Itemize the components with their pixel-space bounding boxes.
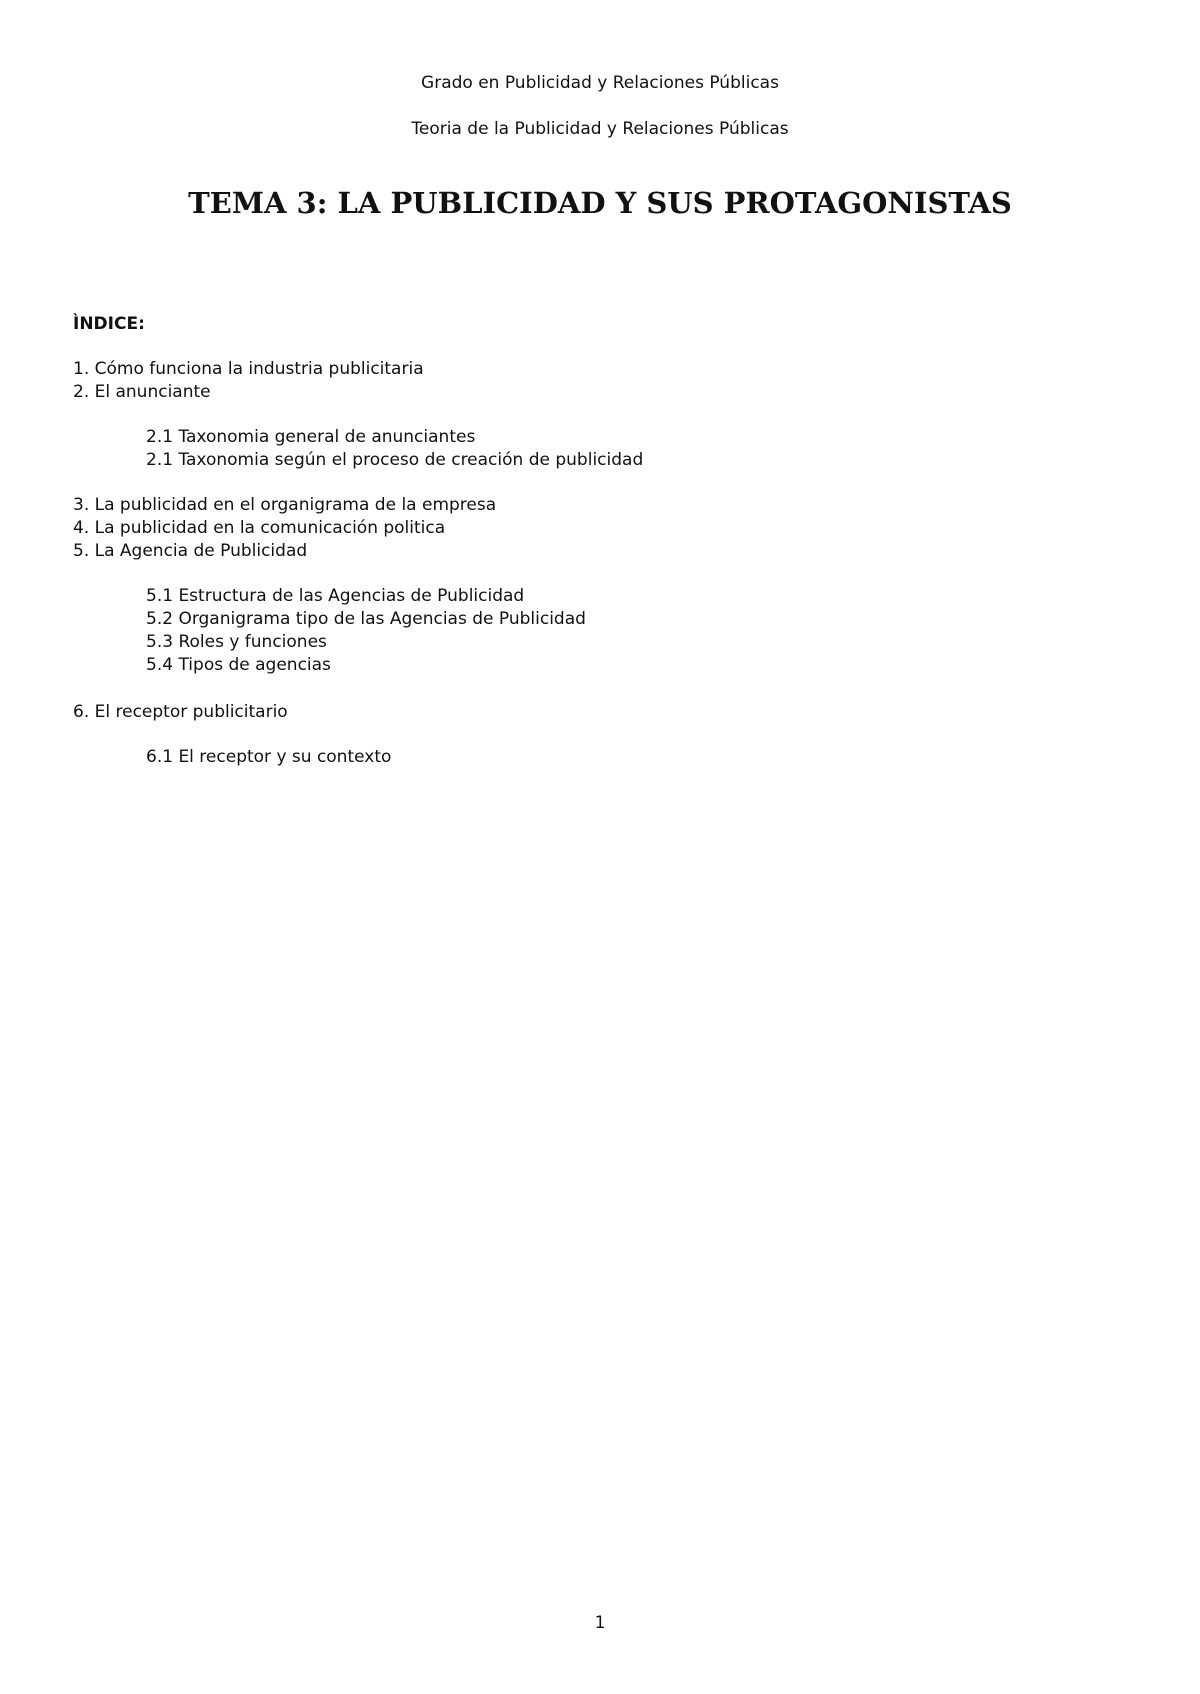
toc-subitem: 5.4 Tipos de agencias bbox=[146, 655, 331, 675]
course-header: Teoria de la Publicidad y Relaciones Públicas bbox=[411, 119, 789, 139]
page-number: 1 bbox=[594, 1613, 606, 1633]
toc-subitem: 6.1 El receptor y su contexto bbox=[146, 747, 392, 767]
toc-subitem: 2.1 Taxonomia general de anunciantes bbox=[146, 427, 476, 447]
toc-item: 1. Cómo funciona la industria publicitaria bbox=[73, 359, 424, 379]
toc-subitem: 5.1 Estructura de las Agencias de Publicidad bbox=[146, 586, 525, 606]
index-heading: ÌNDICE: bbox=[73, 314, 145, 334]
toc-subitem: 5.2 Organigrama tipo de las Agencias de Publicidad bbox=[146, 609, 586, 629]
degree-header: Grado en Publicidad y Relaciones Públicas bbox=[421, 73, 779, 93]
toc-item: 6. El receptor publicitario bbox=[73, 702, 288, 722]
toc-item: 2. El anunciante bbox=[73, 382, 211, 402]
toc-subitem: 5.3 Roles y funciones bbox=[146, 632, 327, 652]
toc-item: 4. La publicidad en la comunicación politica bbox=[73, 518, 446, 538]
toc-item: 3. La publicidad en el organigrama de la empresa bbox=[73, 495, 497, 515]
toc-item: 5. La Agencia de Publicidad bbox=[73, 541, 308, 561]
toc-subitem: 2.1 Taxonomia según el proceso de creación de publicidad bbox=[146, 450, 644, 470]
document-title: TEMA 3: LA PUBLICIDAD Y SUS PROTAGONISTAS bbox=[188, 186, 1012, 220]
